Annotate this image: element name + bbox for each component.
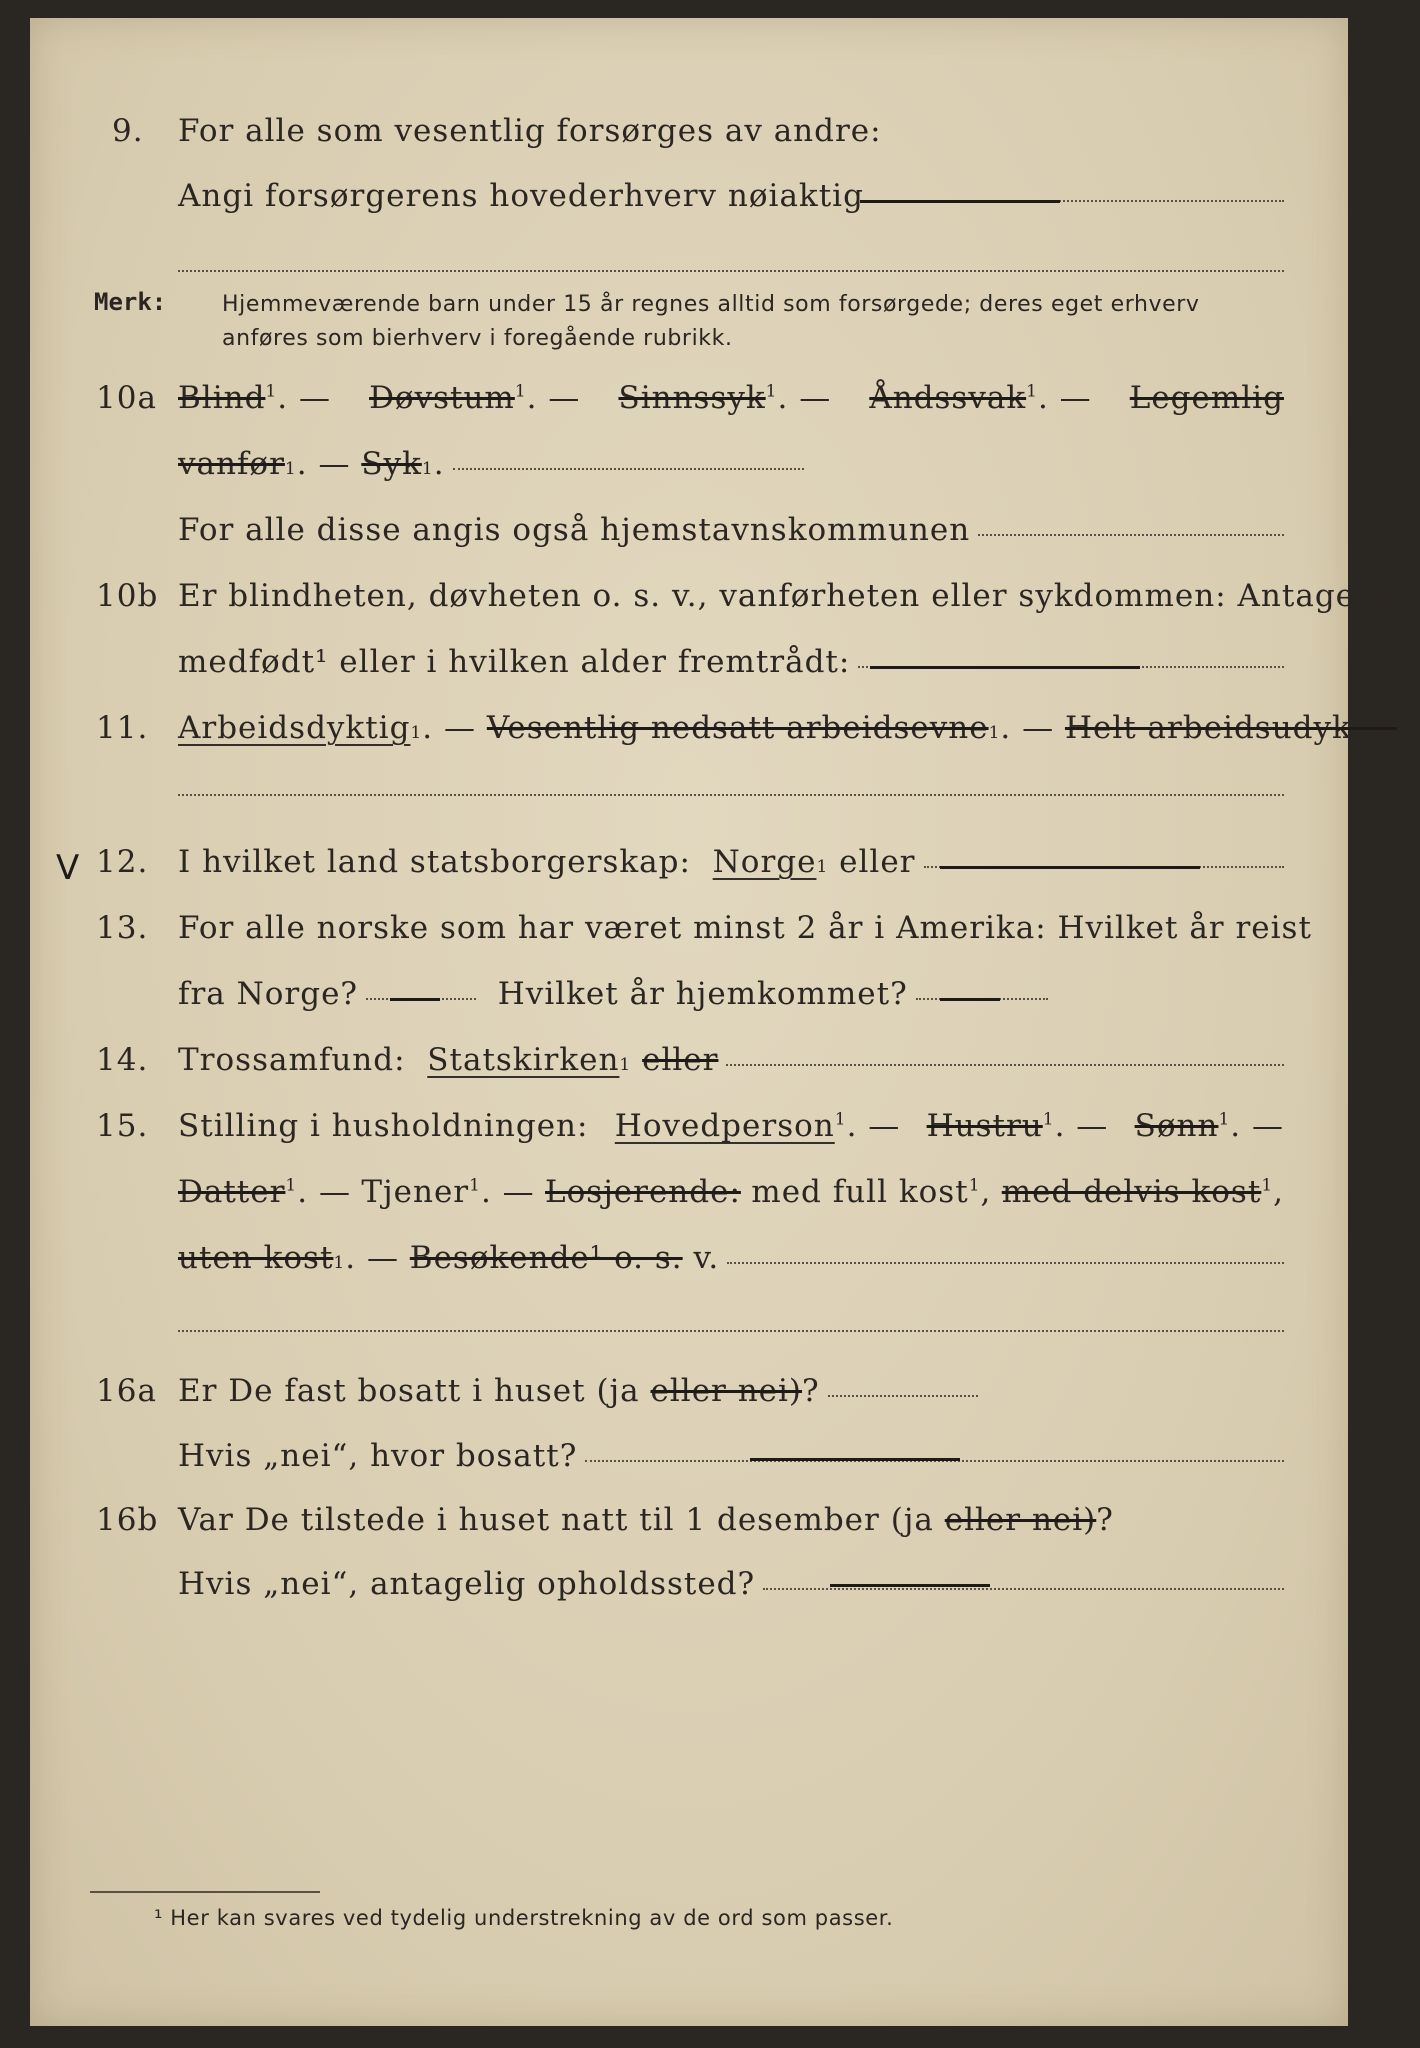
question-number: 10b	[96, 578, 159, 614]
option-syk[interactable]: Syk	[361, 446, 422, 482]
question-9-line-2	[30, 178, 1348, 228]
answer-line[interactable]	[763, 1587, 1284, 1590]
question-number: 9.	[112, 113, 144, 149]
question-15-line-2: Datter$^1$. — Tjener$^1$. — Losjerende: med full kost$^1$, med delvis kost$^1$,	[178, 1174, 1284, 1210]
option-hovedperson[interactable]: Hovedperson	[614, 1108, 835, 1144]
question-text: Hvilket år hjemkommet?	[497, 976, 908, 1012]
question-number: 11.	[96, 710, 149, 746]
option-full-kost[interactable]: med full kost	[751, 1174, 969, 1210]
question-text: Angi forsørgerens hovederhverv nøiaktig	[178, 178, 864, 214]
option-eller: eller	[839, 844, 916, 880]
question-number: 14.	[96, 1042, 149, 1078]
option-legemlig[interactable]: Legemlig	[1129, 380, 1284, 416]
handwritten-dash	[390, 998, 440, 1001]
handwritten-dash	[870, 666, 1140, 669]
handwritten-arrow	[830, 1584, 990, 1587]
question-text: For alle som vesentlig forsørges av andre:	[178, 113, 882, 149]
question-15: 15. Stilling i husholdningen: Hovedperson$^1$. — Hustru$^1$. — Sønn$^1$. —	[96, 1108, 1284, 1144]
question-12: 12. I hvilket land statsborgerskap: Norge 1 eller	[30, 844, 1348, 894]
question-16a	[30, 1373, 1348, 1423]
answer-line[interactable]	[178, 1330, 1284, 1332]
note-label: Merk:	[94, 288, 167, 316]
question-mark: ?	[802, 1373, 820, 1409]
handwritten-dash	[940, 998, 1000, 1001]
option-eller-nei[interactable]: eller nei)	[944, 1502, 1097, 1538]
question-text: For alle disse angis også hjemstavnskommunen	[178, 512, 971, 548]
question-text: Er blindheten, døvheten o. s. v., vanførheten eller sykdommen: Antagelig	[178, 578, 1398, 614]
option-eller-nei[interactable]: eller nei)	[650, 1373, 803, 1409]
option-sonn[interactable]: Sønn	[1134, 1108, 1219, 1144]
question-16b	[30, 1502, 1348, 1552]
question-text: Er De fast bosatt i huset (ja	[178, 1373, 640, 1409]
option-losjerende[interactable]: Losjerende:	[545, 1174, 741, 1210]
question-10b-line-2	[30, 644, 1348, 694]
footnote: ¹ Her kan svares ved tydelig understrekning av de ord som passer.	[154, 1906, 894, 1930]
question-15-line-3: uten kost 1 . — Besøkende¹ o. s. v.	[30, 1240, 1348, 1290]
option-besokende[interactable]: Besøkende¹ o. s.	[409, 1240, 683, 1276]
question-text: Hvis „nei“, antagelig opholdssted?	[178, 1566, 756, 1602]
question-13-line-2	[30, 976, 1348, 1026]
handwritten-dash	[750, 1458, 960, 1461]
question-13	[30, 910, 1348, 960]
option-sinnssyk[interactable]: Sinnssyk	[618, 380, 766, 416]
question-number: 16a	[96, 1373, 157, 1409]
question-mark: ?	[1096, 1502, 1114, 1538]
option-andssvak[interactable]: Åndssvak	[869, 380, 1027, 416]
question-14: 14. Trossamfund: Statskirken 1 eller	[30, 1042, 1348, 1092]
option-vanfor[interactable]: vanfør	[178, 446, 285, 482]
handwritten-dash	[940, 866, 1200, 869]
question-text: For alle norske som har været minst 2 år i Amerika: Hvilket år reist	[178, 910, 1312, 946]
answer-line[interactable]	[178, 270, 1284, 272]
answer-line[interactable]	[828, 1394, 978, 1397]
question-16a-line-2	[30, 1438, 1348, 1488]
option-uten-kost[interactable]: uten kost	[178, 1240, 334, 1276]
question-9	[30, 113, 1348, 163]
option-hustru[interactable]: Hustru	[926, 1108, 1043, 1144]
question-number: 15.	[96, 1108, 149, 1144]
question-number: 13.	[96, 910, 149, 946]
question-text: I hvilket land statsborgerskap:	[178, 844, 691, 880]
question-text: medfødt¹ eller i hvilken alder fremtrådt:	[178, 644, 851, 680]
question-11: 11. Arbeidsdyktig 1 . — Vesentlig nedsatt arbeidsevne 1 . — Helt arbeidsudyktig 1 .	[96, 710, 1420, 746]
answer-line[interactable]	[978, 533, 1284, 536]
option-dovstum[interactable]: Døvstum	[369, 380, 515, 416]
option-eller: eller	[642, 1042, 719, 1078]
option-helt-arbeidsudyktig[interactable]: Helt arbeidsudyktig	[1064, 710, 1398, 746]
question-10b	[30, 578, 1398, 628]
option-datter[interactable]: Datter	[178, 1174, 286, 1210]
option-tjener[interactable]: Tjener	[361, 1174, 470, 1210]
option-vesentlig-nedsatt[interactable]: Vesentlig nedsatt arbeidsevne	[486, 710, 989, 746]
question-text: Trossamfund:	[178, 1042, 406, 1078]
option-blind[interactable]: Blind	[178, 380, 266, 416]
question-10a-line-3	[30, 512, 1348, 562]
answer-line[interactable]	[178, 794, 1284, 796]
question-text: Var De tilstede i huset natt til 1 desember (ja	[178, 1502, 934, 1538]
question-number: 12.	[96, 844, 149, 880]
option-arbeidsdyktig[interactable]: Arbeidsdyktig	[178, 710, 411, 746]
question-10a: 10a Blind$^1$. — Døvstum$^1$. — Sinnssyk$^1$. — Åndssvak$^1$. — Legemlig	[96, 380, 1284, 416]
note-text: Hjemmeværende barn under 15 år regnes alltid som forsørgede; deres eget erhverv anføres som bierhverv i foregående rubrikk.	[222, 292, 1200, 351]
answer-line[interactable]	[453, 467, 804, 470]
handwritten-check-mark: V	[56, 848, 80, 888]
answer-line[interactable]	[727, 1261, 1284, 1264]
question-number: 16b	[96, 1502, 159, 1538]
question-number: 10a	[96, 380, 157, 416]
question-text: Stilling i husholdningen:	[178, 1108, 589, 1144]
question-text: fra Norge?	[178, 976, 359, 1012]
option-v: v.	[693, 1240, 720, 1276]
question-10a-line-2: vanfør 1 . — Syk 1 .	[30, 446, 1348, 496]
option-norge[interactable]: Norge	[712, 844, 817, 880]
census-form-page	[30, 18, 1420, 2026]
question-16b-line-2	[30, 1566, 1348, 1616]
answer-line[interactable]	[726, 1063, 1284, 1066]
option-statskirken[interactable]: Statskirken	[427, 1042, 620, 1078]
option-delvis-kost[interactable]: med delvis kost	[1001, 1174, 1262, 1210]
handwritten-dash	[860, 200, 1060, 203]
question-text: Hvis „nei“, hvor bosatt?	[178, 1438, 578, 1474]
footnote-rule	[90, 1891, 320, 1893]
